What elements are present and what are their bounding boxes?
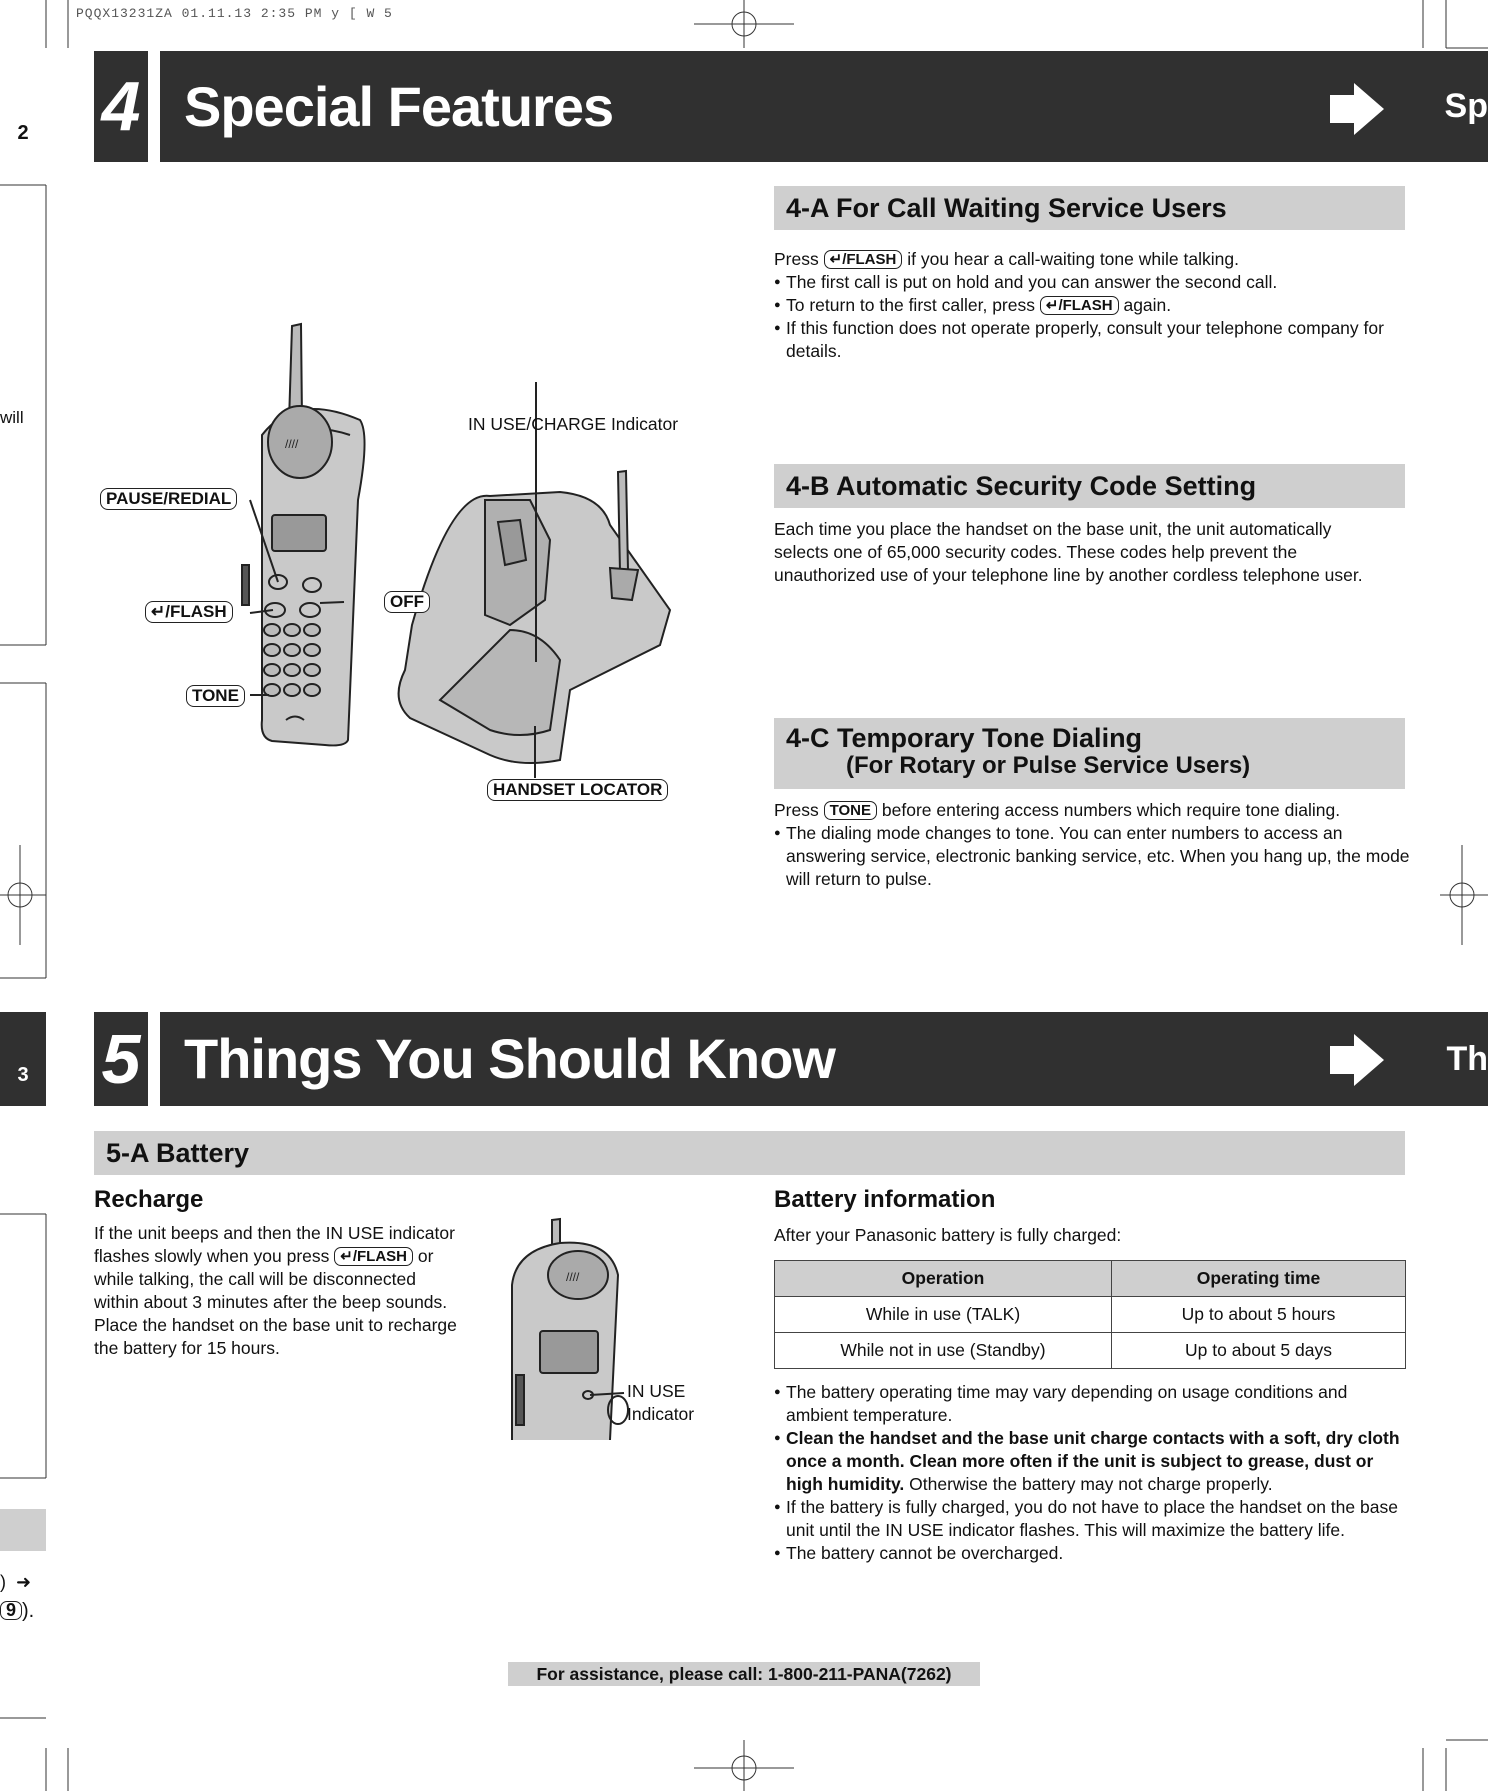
s4a-line1-post: if you hear a call-waiting tone while talking. xyxy=(902,249,1239,269)
section-5-title: Things You Should Know xyxy=(184,1027,835,1090)
section-4c-line1 xyxy=(774,799,1410,822)
margin-cut-line xyxy=(0,1600,34,1623)
margin-cut-close: ). xyxy=(22,1600,35,1622)
section-5a-heading: 5-A Battery xyxy=(94,1131,1405,1175)
footer-assistance: For assistance, please call: 1-800-211-PANA(7262) xyxy=(508,1662,980,1686)
page-number-left-top: 2 xyxy=(0,111,46,163)
section-5-number: 5 xyxy=(94,1012,160,1106)
section-4c-heading-line1: 4-C Temporary Tone Dialing xyxy=(786,723,1143,753)
tone-label: TONE xyxy=(186,685,245,707)
in-use-label-line1: IN USE xyxy=(627,1381,686,1401)
flash-hook-icon: ↵ xyxy=(151,602,166,621)
margin-gray-box xyxy=(0,1509,46,1551)
section-4b-body: Each time you place the handset on the base unit, the unit automatically selects one of 65,000 security codes. These codes help prevent the unauthorized use of your telephone line by another cordless telephone user. xyxy=(774,519,1363,585)
margin-cut-word: will xyxy=(0,408,24,427)
section-4-number: 4 xyxy=(94,51,160,162)
battery-table-header-time: Operating time xyxy=(1112,1261,1406,1297)
flash-key-2: ↵/FLASH xyxy=(1040,296,1119,315)
battery-bullet-2 xyxy=(774,1427,1410,1496)
in-use-charge-label: IN USE/CHARGE Indicator xyxy=(468,414,679,434)
section-4a-bullet-2 xyxy=(774,294,1410,317)
battery-table-header xyxy=(775,1261,1406,1297)
tone-key: TONE xyxy=(824,801,877,820)
section-4b-heading: 4-B Automatic Security Code Setting xyxy=(774,464,1405,508)
section-4a-bullet-1: ● The first call is put on hold and you can answer the second call. xyxy=(774,271,1410,294)
margin-key-9: 9 xyxy=(0,1601,22,1620)
battery-table-cell: While not in use (Standby) xyxy=(775,1333,1112,1369)
flash-key-3: ↵/FLASH xyxy=(334,1247,413,1266)
recharge-p1 xyxy=(94,1222,464,1314)
s4a-line1-pre: Press xyxy=(774,249,824,269)
recharge-p1-post: or while talking, the call will be disconnected within about 3 minutes after the beep sounds. xyxy=(94,1246,448,1312)
section-4a-heading: 4-A For Call Waiting Service Users xyxy=(774,186,1405,230)
flash-key: ↵/FLASH xyxy=(824,250,903,269)
recharge-title: Recharge xyxy=(94,1186,204,1213)
s4a-b2-post: again. xyxy=(1118,295,1172,315)
recharge-body xyxy=(94,1222,464,1360)
svg-text:////: //// xyxy=(285,437,299,451)
battery-bullet-1: ● The battery operating time may vary depending on usage conditions and ambient temperature. xyxy=(774,1381,1410,1427)
battery-bullet-4: ● The battery cannot be overcharged. xyxy=(774,1542,1410,1565)
section-5-next-cut: Th xyxy=(1446,1040,1488,1078)
section-4c-heading-line2: (For Rotary or Pulse Service Users) xyxy=(846,752,1251,779)
battery-table xyxy=(774,1260,1406,1369)
battery-info-intro: After your Panasonic battery is fully charged: xyxy=(774,1225,1122,1245)
s4c-line1-pre: Press xyxy=(774,800,824,820)
arrow-right-icon xyxy=(1328,1032,1386,1088)
section-4a-line1 xyxy=(774,248,1410,271)
section-4a-body xyxy=(774,248,1410,363)
handset-closeup-diagram xyxy=(500,1215,640,1440)
handset-locator-label: HANDSET LOCATOR xyxy=(487,779,668,801)
battery-info-title: Battery information xyxy=(774,1186,996,1213)
svg-text:////: //// xyxy=(566,1270,580,1284)
section-4-banner xyxy=(94,51,1488,162)
page-number-left-mid: 3 xyxy=(0,1012,46,1106)
section-4c-body xyxy=(774,799,1410,891)
section-4a-bullet-3: ● If this function does not operate properly, consult your telephone company for details. xyxy=(774,317,1410,363)
flash-key-3-text: /FLASH xyxy=(352,1248,407,1265)
battery-info-bullets xyxy=(774,1381,1410,1565)
battery-bullet-2-rest: Otherwise the battery may not charge properly. xyxy=(904,1474,1273,1494)
battery-table-cell: Up to about 5 hours xyxy=(1112,1297,1406,1333)
battery-table-header-operation: Operation xyxy=(775,1261,1112,1297)
section-4-next-cut: Sp xyxy=(1444,87,1488,125)
battery-table-cell: Up to about 5 days xyxy=(1112,1333,1406,1369)
recharge-p1-pre: If the unit beeps and then the IN USE indicator flashes slowly when you press xyxy=(94,1223,455,1266)
battery-table-cell: While in use (TALK) xyxy=(775,1297,1112,1333)
table-row xyxy=(775,1297,1406,1333)
flash-key-text: /FLASH xyxy=(842,251,897,268)
recharge-p2: Place the handset on the base unit to recharge the battery for 15 hours. xyxy=(94,1315,457,1358)
section-4c-bullet-1: ● The dialing mode changes to tone. You can enter numbers to access an answering service, electronic banking service, etc. When you hang up, the mode will return to pulse. xyxy=(774,822,1410,891)
off-label: OFF xyxy=(384,591,430,613)
battery-bullet-2-bold: Clean the handset and the base unit charge contacts with a soft, dry cloth once a month. Clean more often if the unit is subject to grease, dust or high humidity. xyxy=(786,1428,1400,1494)
s4a-b2-pre: To return to the first caller, press xyxy=(786,295,1040,315)
in-use-indicator-label xyxy=(627,1380,694,1426)
in-use-label-line2: Indicator xyxy=(627,1404,695,1424)
margin-cut-arrow: ) ➜ xyxy=(0,1572,32,1592)
table-row xyxy=(775,1333,1406,1369)
handset-base-diagram xyxy=(90,300,710,810)
battery-bullet-3: ● If the battery is fully charged, you do not have to place the handset on the base unit until the IN USE indicator flashes. This will maximize the battery life. xyxy=(774,1496,1410,1542)
section-4c-heading xyxy=(774,718,1405,789)
pause-redial-label: PAUSE/REDIAL xyxy=(100,488,237,510)
print-header: PQQX13231ZA 01.11.13 2:35 PM y [ W 5 xyxy=(76,6,393,21)
flash-key-2-text: /FLASH xyxy=(1058,297,1113,314)
flash-label xyxy=(145,601,233,623)
s4c-line1-post: before entering access numbers which require tone dialing. xyxy=(877,800,1341,820)
flash-label-text: /FLASH xyxy=(165,602,227,621)
section-5-banner xyxy=(94,1012,1488,1106)
section-4-title: Special Features xyxy=(184,75,614,138)
arrow-right-icon xyxy=(1328,81,1386,137)
